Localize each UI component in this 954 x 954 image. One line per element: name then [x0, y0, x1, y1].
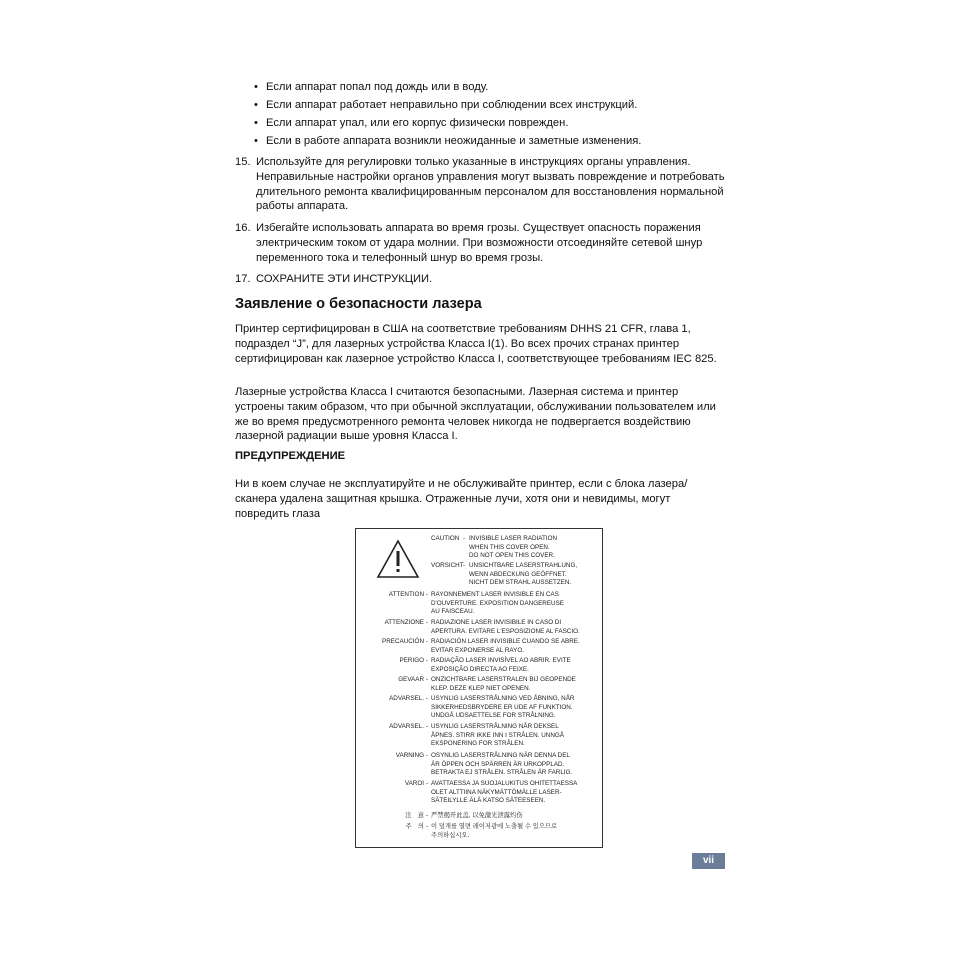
numbered-item-15: 15. Используйте для регулировки только указанные в инструкциях органы управления. Неправильные настройки органов управления могут вызвать повреждение и потребовать длительного ремонта квалифицированным персоналом для восстановления нормальной работы аппарата.	[235, 156, 725, 213]
paragraph-certification: Принтер сертифицирован в США на соответствие требованиям DHHS 21 CFR, глава 1, подраздел “J”, для лазерных устройства Класса I(1). Во всех прочих странах принтер сертифицирован как лазерное устройство Класса I, соответствующее требованиям IEC 825.	[235, 323, 717, 365]
bullet-list	[254, 80, 734, 152]
numbered-item-16: 16. Избегайте использовать аппарата во время грозы. Существует опасность поражения электрическим током от удара молнии. При возможности отсоединяйте сетевой шнур переменного тока и телефонный шнур во время грозы.	[235, 222, 703, 264]
warning-text: Ни в коем случае не эксплуатируйте и не обслуживайте принтер, если с блока лазера/сканера удалена защитная крышка. Отраженные лучи, хотя они и невидимы, могут повредить глаза	[235, 478, 688, 520]
numbered-item-17: 17. СОХРАНИТЕ ЭТИ ИНСТРУКЦИИ.	[235, 273, 433, 285]
list-item: • Если аппарат попал под дождь или в воду.	[254, 81, 489, 93]
list-item: • Если аппарат упал, или его корпус физически поврежден.	[254, 117, 569, 129]
paragraph-class-one: Лазерные устройства Класса I считаются безопасными. Лазерная система и принтер устроены таким образом, что при обычной эксплуатации, обслуживании пользователем или же во время предусмотренного ремонта человек никогда не подвергается воздействию лазерной радиации выше уровня Класса I.	[235, 386, 716, 443]
warning-triangle-icon	[376, 539, 420, 579]
list-item: • Если аппарат работает неправильно при соблюдении всех инструкций.	[254, 99, 638, 111]
warning-title: ПРЕДУПРЕЖДЕНИЕ	[235, 450, 346, 462]
laser-warning-label: CAUTION - INVISIBLE LASER RADIATION WHEN THIS COVER OPEN. DO NOT OPEN THIS COVER. VORSICHT - UNSICHTBARE LASERSTRAHLUNG, WENN ABDECKUNG GEÖFFNET. NICHT DEM STRAHL AUSSETZEN. ATTENTION - RAYONNEMENT LASER INVISIBLE EN CAS D'OUVERTURE. EXPOSITION DANGEREUSE AU FAISCEAU. ATTENZIONE - RADIAZIONE LASER INVISIBILE IN CASO DI APERTURA. EVITARE L'ESPOSIZIONE AL FASCIO. PRECAUCIÓN - RADIACIÓN LASER INVISIBLE CUANDO SE ABRE. EVITAR EXPONERSE AL RAYO. PERIGO - RADIAÇÃO LASER INVISÍVEL AO ABRIR. EVITE EXPOSIÇÃO DIRECTA AO FEIXE. GEVAAR - ONZICHTBARE LASERSTRALEN BIJ GEOPENDE KLEP. DEZE KLEP NIET OPENEN. ADVARSEL. - USYNLIG LASERSTRÅLNING VED ÅBNING, NÅR SIKKERHEDSBRYDERE ER UDE AF FUNKTION. UNDGÅ UDSAETTELSE FOR STRÅLNING. ADVARSEL. - USYNLIG LASERSTRÅLNING NÅR DEKSEL ÅPNES. STIRR IKKE INN I STRÅLEN. UNNGÅ EKSPONERING FOR STRÅLEN. VARNING - OSYNLIG LASERSTRÅLNING NÄR DENNA DEL ÄR ÖPPEN OCH SPÄRREN ÄR URKOPPLAD. BETRAKTA EJ STRÅLEN. STRÅLEN ÄR FARLIG. VAROI - AVATTAESSA JA SUOJALUKITUS OHITETTAESSA OLET ALTTIINA NÄKYMÄTTÖMÄLLE LASER- SÄTEILYLLE ÄLÄ KATSO SÄTEESEEN. 注 意 - 严禁揭开此盖, 以免激光泄露灼伤 주 의 - 이 덮개를 열면 레이저광에 노출될 수 있으므로 주의하십시오.	[355, 528, 603, 848]
section-title: Заявление о безопасности лазера	[235, 296, 482, 312]
list-item: • Если в работе аппарата возникли неожиданные и заметные изменения.	[254, 135, 642, 147]
page-number-badge: vii	[692, 853, 725, 869]
